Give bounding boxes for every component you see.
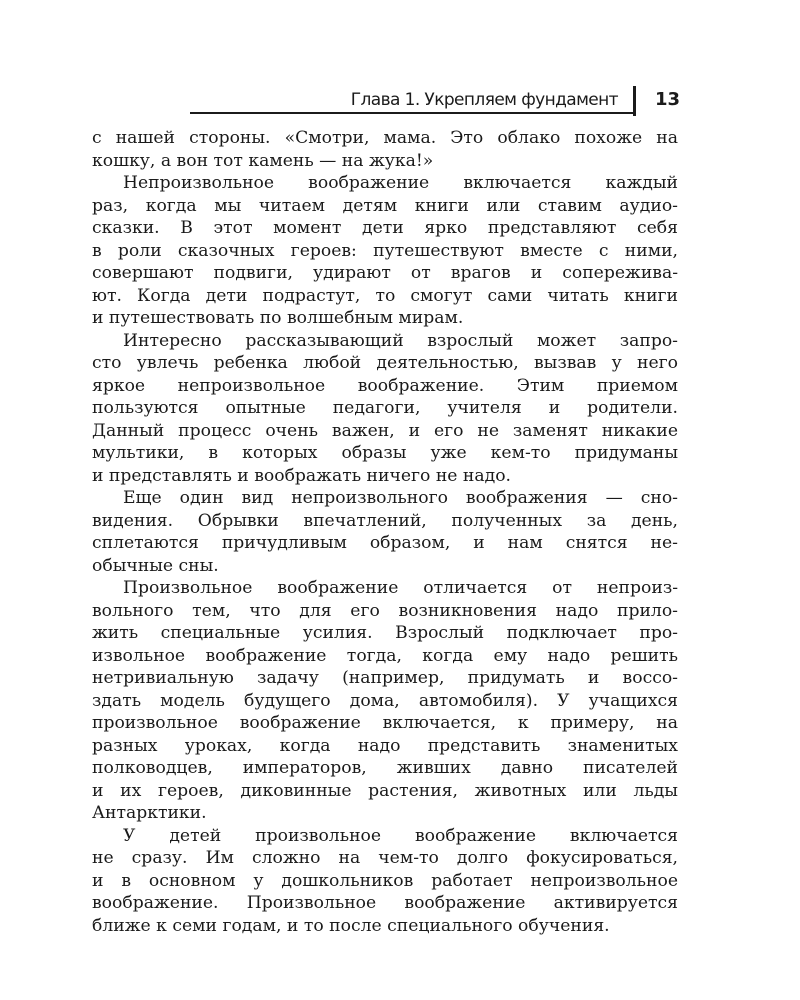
text-line: жить специальные усилия. Взрослый подключает про- bbox=[92, 623, 678, 643]
text-line: и их героев, диковинные растения, животных или льды bbox=[92, 780, 678, 801]
text-line: раз, когда мы читаем детям книги или ставим аудио- bbox=[92, 195, 678, 216]
paragraph bbox=[92, 330, 678, 488]
text-line: Непроизвольное воображение включается каждый bbox=[123, 173, 678, 193]
text-line: ют. Когда дети подрастут, то смогут сами читать книги bbox=[92, 285, 678, 306]
text-line: совершают подвиги, удирают от врагов и сопереживa- bbox=[92, 263, 678, 283]
text-line: сказки. В этот момент дети ярко представляют себя bbox=[92, 218, 678, 238]
text-line: здать модель будущего дома, автомобиля). У учащихся bbox=[92, 690, 678, 711]
text-line: Данный процесс очень важен, и его не заменят никакие bbox=[92, 420, 678, 441]
text-line: Произвольное воображение отличается от непроиз- bbox=[123, 578, 678, 598]
chapter-title: Глава 1. Укрепляем фундамент bbox=[350, 90, 618, 110]
page-number: 13 bbox=[654, 89, 680, 110]
paragraph bbox=[92, 825, 678, 938]
text-line: сто увлечь ребенка любой деятельностью, вызвав у него bbox=[92, 353, 678, 373]
text-line: Интересно рассказывающий взрослый может запро- bbox=[123, 330, 678, 351]
text-line: пользуются опытные педагоги, учителя и родители. bbox=[92, 398, 678, 418]
text-line: и путешествовать по волшебным мирам. bbox=[92, 308, 464, 328]
text-line: У детей произвольное воображение включается bbox=[123, 825, 678, 846]
text-line: и в основном у дошкольников работает непроизвольное bbox=[92, 870, 678, 891]
paragraph bbox=[92, 577, 678, 825]
text-line: кошку, а вон тот камень — на жука!» bbox=[92, 150, 434, 171]
text-line: воображение. Произвольное воображение активируется bbox=[92, 893, 678, 913]
text-line: яркое непроизвольное воображение. Этим приемом bbox=[92, 375, 678, 396]
text-line: вольного тем, что для его возникновения надо прило- bbox=[92, 600, 678, 621]
text-line: ближе к семи годам, и то после специального обучения. bbox=[92, 915, 610, 936]
text-line: и представлять и воображать ничего не надо. bbox=[92, 465, 512, 486]
text-line: не сразу. Им сложно на чем-то долго фокусироваться, bbox=[92, 848, 678, 868]
text-line: сплетаются причудливым образом, и нам снятся не- bbox=[92, 533, 678, 553]
text-line: извольное воображение тогда, когда ему надо решить bbox=[92, 645, 678, 666]
paragraph-continuation bbox=[92, 127, 678, 172]
text-line: обычные сны. bbox=[92, 555, 219, 576]
running-header bbox=[190, 86, 680, 118]
text-line: Еще один вид непроизвольного воображения — сно- bbox=[123, 488, 678, 508]
text-line: разных уроках, когда надо представить знаменитых bbox=[92, 735, 678, 756]
text-line: в роли сказочных героев: путешествуют вместе с ними, bbox=[92, 240, 678, 261]
text-line: с нашей стороны. «Смотри, мама. Это облако похоже на bbox=[92, 128, 678, 148]
text-line: произвольное воображение включается, к примеру, на bbox=[92, 713, 678, 733]
text-line: видения. Обрывки впечатлений, полученных за день, bbox=[92, 510, 678, 531]
paragraph bbox=[92, 172, 678, 330]
text-line: мультики, в которых образы уже кем-то придуманы bbox=[92, 443, 678, 463]
header-rule bbox=[190, 112, 636, 114]
body-text bbox=[92, 127, 678, 937]
text-line: Антарктики. bbox=[92, 803, 207, 823]
text-line: полководцев, императоров, живших давно писателей bbox=[92, 758, 678, 778]
paragraph bbox=[92, 487, 678, 577]
text-line: нетривиальную задачу (например, придумать и воссо- bbox=[92, 668, 678, 688]
